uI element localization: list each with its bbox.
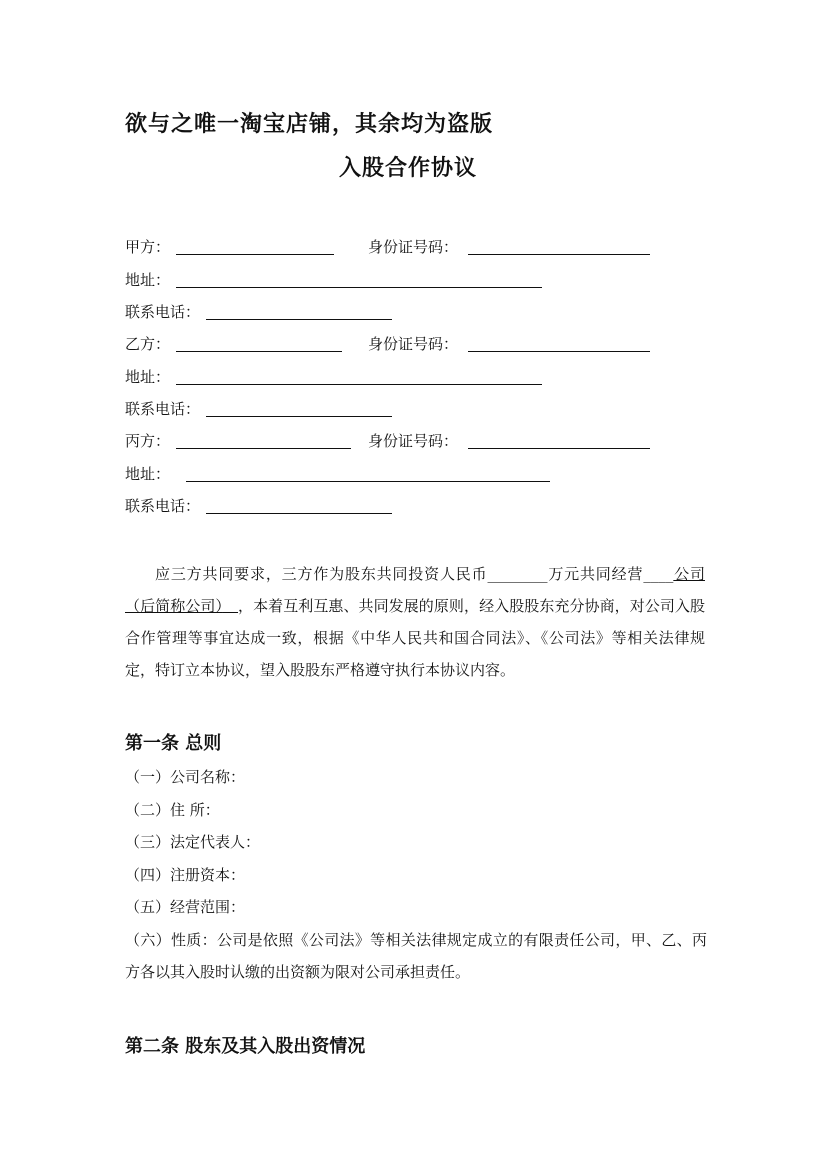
- party-b-id-blank[interactable]: [468, 351, 650, 352]
- party-b-label: 乙方：: [125, 335, 171, 353]
- party-c-id-blank[interactable]: [468, 448, 650, 449]
- party-a-id-label: 身份证号码：: [368, 238, 459, 256]
- article-2-title: 第二条 股东及其入股出资情况: [125, 1036, 366, 1057]
- party-b-name-blank[interactable]: [176, 351, 342, 352]
- company-name-blank[interactable]: ____: [643, 565, 674, 583]
- company-abbrev: 公司（后简称公司）: [125, 565, 705, 615]
- header-notice: 欲与之唯一淘宝店铺，其余均为盗版: [125, 111, 494, 137]
- party-c-phone-blank[interactable]: [206, 513, 392, 514]
- party-a-phone-label: 联系电话：: [125, 303, 201, 321]
- party-b-address-blank[interactable]: [176, 384, 542, 385]
- party-c-id-label: 身份证号码：: [368, 432, 459, 450]
- article-1-item-6: （六）性质：公司是依照《公司法》等相关法律规定成立的有限责任公司，甲、乙、丙方各以其入股时认缴的出资额为限对公司承担责任。: [125, 931, 707, 981]
- document-title: 入股合作协议: [339, 155, 478, 181]
- company-abbrev-blank[interactable]: [223, 597, 238, 615]
- intro-paragraph: [125, 558, 705, 686]
- party-c-phone-label: 联系电话：: [125, 497, 201, 515]
- article-1-item-5: （五）经营范围：: [125, 898, 246, 916]
- party-b-address-label: 地址：: [125, 368, 171, 386]
- party-c-name-blank[interactable]: [176, 448, 351, 449]
- intro-text-3: ，本着互利互惠、共同发展的原则，经入股股东充分协商，对公司入股合作管理等事宜达成一致，根据《中华人民共和国合同法》、《公司法》等相关法律规定，特订立本协议，望入股股东严格遵守执行本协议内容。: [125, 597, 705, 679]
- party-c-address-label: 地址：: [125, 465, 171, 483]
- intro-text-2: 万元共同经营: [547, 565, 644, 583]
- party-a-name-blank[interactable]: [176, 254, 334, 255]
- party-b-id-label: 身份证号码：: [368, 335, 459, 353]
- article-1-item-4: （四）注册资本：: [125, 866, 246, 884]
- party-c-label: 丙方：: [125, 432, 171, 450]
- party-a-phone-blank[interactable]: [206, 319, 392, 320]
- article-1-item-2: （二）住 所：: [125, 801, 220, 819]
- article-1-item-1: （一）公司名称：: [125, 768, 246, 786]
- party-a-address-label: 地址：: [125, 271, 171, 289]
- party-a-label: 甲方：: [125, 238, 171, 256]
- party-a-address-blank[interactable]: [176, 287, 542, 288]
- party-a-id-blank[interactable]: [468, 254, 650, 255]
- article-1-item-3: （三）法定代表人：: [125, 833, 261, 851]
- intro-text-1: 应三方共同要求，三方作为股东共同投资人民币: [155, 565, 488, 583]
- article-1-title: 第一条 总则: [125, 733, 222, 754]
- investment-amount-blank[interactable]: ________: [487, 565, 548, 583]
- party-c-address-blank[interactable]: [186, 481, 550, 482]
- party-b-phone-blank[interactable]: [206, 416, 392, 417]
- party-b-phone-label: 联系电话：: [125, 400, 201, 418]
